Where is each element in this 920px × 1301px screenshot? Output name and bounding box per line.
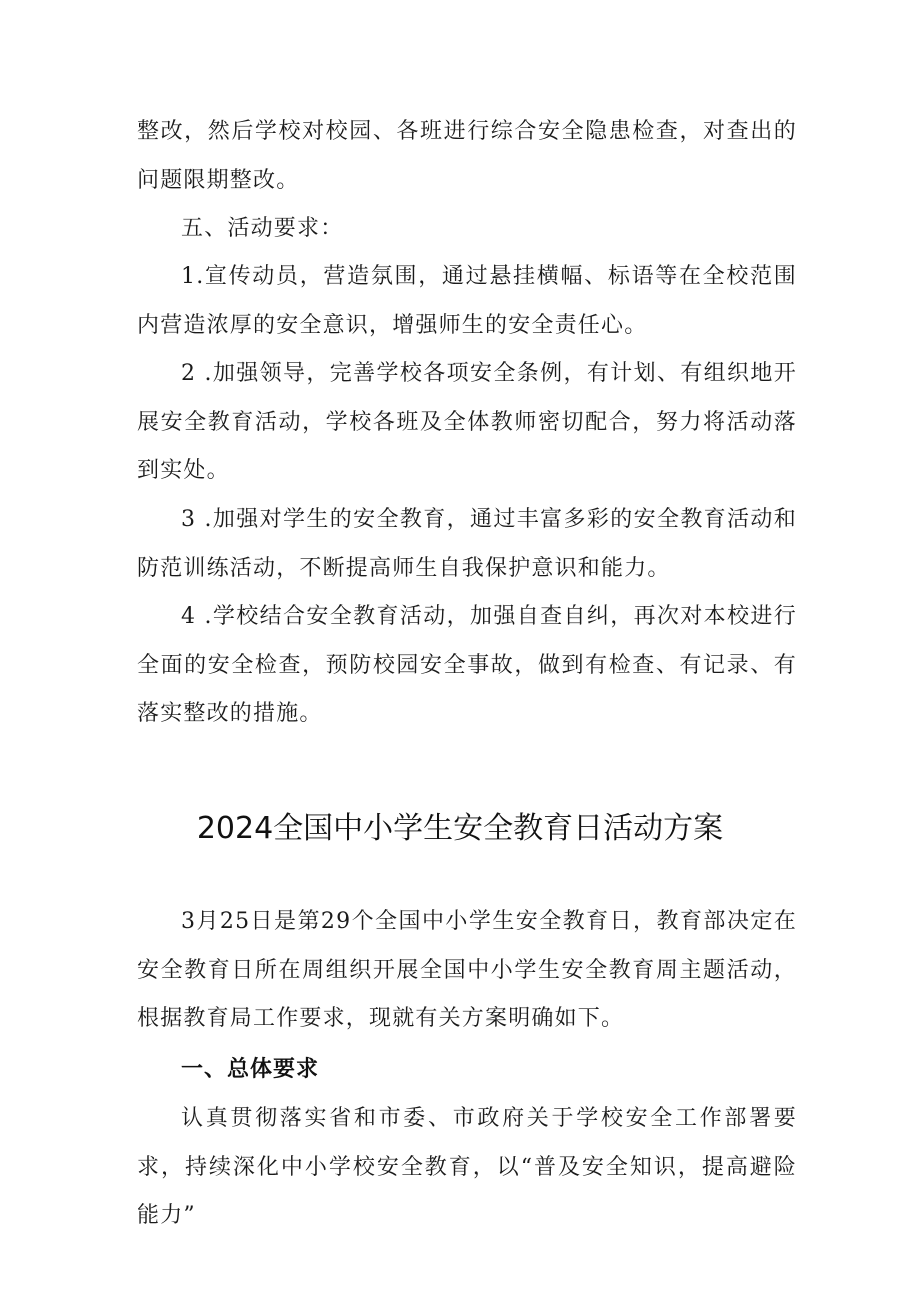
intro-paragraph: 3月25日是第29个全国中小学生安全教育日，教育部决定在安全教育日所在周组织开展全国中小学生安全教育周主题活动，根据教育局工作要求，现就有关方案明确如下。 [137, 909, 797, 1031]
requirement-item-2: 2 .加强领导，完善学校各项安全条例，有计划、有组织地开展安全教育活动，学校各班及全体教师密切配合，努力将活动落到实处。 [137, 361, 797, 483]
document-title: 2024全国中小学生安全教育日活动方案 [196, 811, 724, 846]
requirement-item-3: 3 .加强对学生的安全教育，通过丰富多彩的安全教育活动和防范训练活动，不断提高师生自我保护意识和能力。 [137, 507, 797, 581]
requirement-item-1: 1.宣传动员，营造氛围，通过悬挂横幅、标语等在全校范围内营造浓厚的安全意识，增强师生的安全责任心。 [137, 264, 797, 338]
continuation-paragraph: 整改，然后学校对校园、各班进行综合安全隐患检查，对查出的问题限期整改。 [137, 119, 797, 193]
section-1-paragraph: 认真贯彻落实省和市委、市政府关于学校安全工作部署要求，持续深化中小学校安全教育，以“普及安全知识，提高避险能力” [137, 1106, 797, 1228]
section-1-heading: 一、总体要求 [181, 1057, 320, 1082]
requirement-item-4: 4 .学校结合安全教育活动，加强自查自纠，再次对本校进行全面的安全检查，预防校园安全事故，做到有检查、有记录、有落实整改的措施。 [137, 604, 797, 726]
section-5-heading: 五、活动要求： [181, 216, 344, 241]
